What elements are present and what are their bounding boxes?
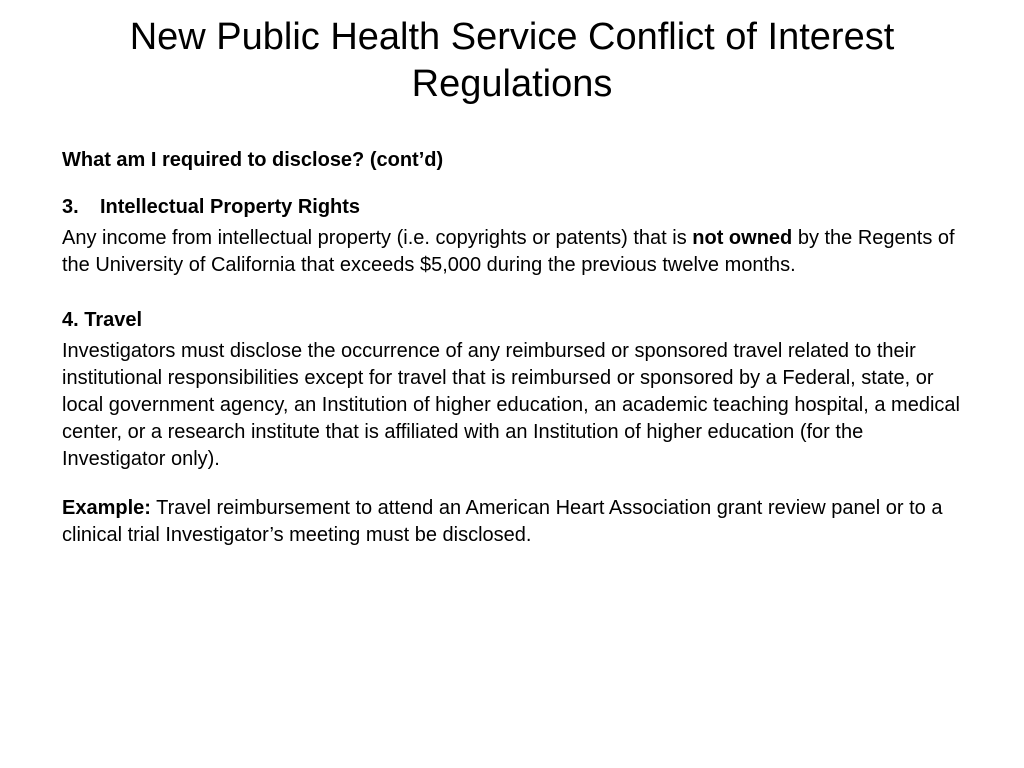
slide-title: New Public Health Service Conflict of Interest Regulations: [129, 16, 895, 105]
text-span: by the Regents of the University of California that exceeds $5,000 during the previous twelve months.: [62, 227, 955, 276]
section-text: Investigators must disclose the occurrence of any reimbursed or sponsored travel related to their institutional responsibilities except for travel that is reimbursed or sponsored by a Federal, state, or local government agency, an Institution of higher education, an academic teaching hospital, a medical center, or a research institute that is affiliated with an Institution of higher education (for the Investigator only).: [62, 340, 960, 470]
example-text: [62, 495, 972, 549]
section-heading: 4. Travel: [62, 309, 143, 331]
section-heading: [62, 194, 972, 221]
section-travel: [62, 307, 972, 473]
example-label: Example:: [62, 497, 151, 519]
section-heading-text: Intellectual Property Rights: [100, 196, 361, 218]
text-span: Travel reimbursement to attend an American Heart Association grant review panel or to a clinical trial Investigator’s meeting must be disclosed.: [62, 497, 943, 546]
example-block: [62, 495, 972, 549]
text-span: Any income from intellectual property (i.e. copyrights or patents) that is: [62, 227, 693, 249]
slide-subtitle: What am I required to disclose? (cont’d): [62, 149, 444, 171]
section-number: 3.: [62, 196, 79, 218]
section-text: [62, 225, 972, 279]
emphasis-text: not owned: [692, 227, 793, 249]
section-intellectual-property: [62, 194, 972, 279]
slide-body: [62, 147, 972, 549]
